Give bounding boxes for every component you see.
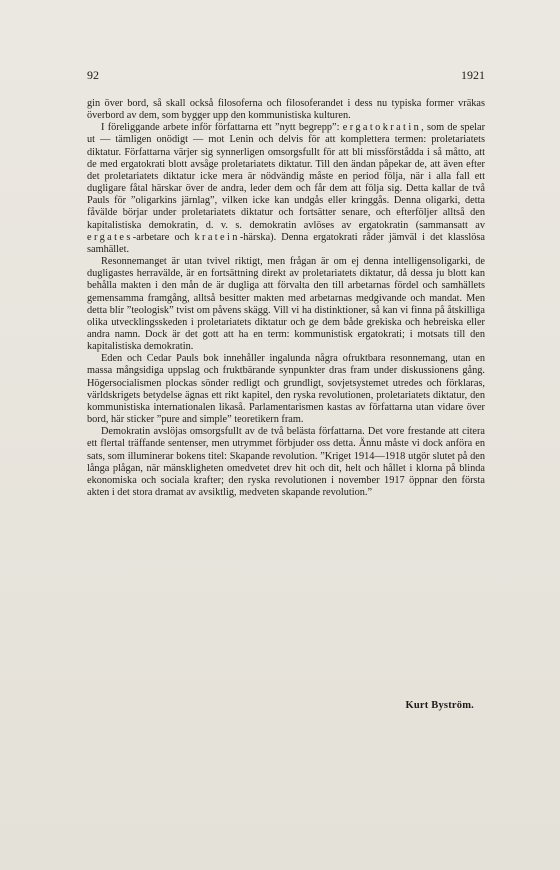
paragraph xyxy=(87,353,485,426)
text-run: gin över bord, så skall också filosoferna och filosoferandet i dess nu typiska former vräkas överbord av dem, som bygger upp den kommunistiska kulturen. xyxy=(87,98,485,122)
paragraph xyxy=(87,426,485,499)
spaced-term: ergates xyxy=(87,231,133,243)
page-number: 92 xyxy=(87,68,99,82)
paragraph xyxy=(87,122,485,256)
text-run: Resonnemanget är utan tvivel riktigt, men frågan är om ej denna intelligensoligarki, de dugligastes herravälde, är en fortsättning direkt av proletariatets diktatur, då dessa ju blott kan behålla makten i den mån de är dugliga att förvalta den till arbetarnas fördel och samhällets gemensamma framgång, alltså besitter makten med arbetarnas medgivande och mandat. Men detta blir ”teologisk” tvist om påvens skägg. Vill vi ha distinktioner, så kan vi finna på åtskilliga olika utvecklingsskeden i proletariatets diktatur och ge dem både grekiska och hebreiska eller andra namn. Dock är det gott att ha en term: kommunistisk ergatokrati; i motsats till den kapitalistiska demokratin. xyxy=(87,256,485,353)
spaced-term: ergatokratin xyxy=(342,122,422,134)
text-run: -arbetare och xyxy=(132,231,195,243)
page-header xyxy=(87,68,485,84)
text-run: Demokratin avslöjas omsorgsfullt av de två belästa författarna. Det vore frestande att citera ett flertal träffande sentenser, men utrymmet förbjuder oss detta. Ännu måste vi dock anföra en sats, som illuminerar bokens titel: Skapande revolution. ”Kriget 1914—1918 utgör slutet på den långa plågan, när mänskligheten omedvetet drev hit och dit, helt och hållet i klorna på blinda ekonomiska och sociala krafter; den ryska revolutionen i november 1917 öppnar den första akten i det stora dramat av avsiktlig, medveten skapande revolution.” xyxy=(87,426,485,498)
text-run: I föreliggande arbete inför författarna ett ”nytt begrepp”: xyxy=(101,122,343,134)
text-run: -härska). Denna ergatokrati råder jämväl i det klasslösa samhället. xyxy=(87,231,485,255)
author-signature: Kurt Byström. xyxy=(405,700,474,711)
text-run: Eden och Cedar Pauls bok innehåller ingalunda några ofruktbara resonnemang, utan en massa mångsidiga uppslag och fruktbärande synpunkter dras fram under diskussionens gång. Högersocialismen plockas sönder redligt och grundligt, sovjetsystemet utredes och förklaras, världskrigets betydelse ägnas ett rikt kapitel, den ryska revolutionen, proletariatets diktatur, den kommunistiska internationalen likaså. Parlamentarismen kastas av författarna utan vidare över bord, här sticker ”pure and simple” teoretikern fram. xyxy=(87,353,485,426)
text-run: , som de spelar ut — tämligen onödigt — mot Lenin och delvis för att komplettera termen: proletariatets diktatur. Författarna värjer sig synnerligen omsorgsfullt för att bli missförstådda i så måtto, att de med ergatokrati blott avsåge proletariatets diktatur. Till den ändan påpekar de, att även efter det proletariatets diktatur icke mera är nödvändig måste en period följa, när i alla fall ett dugligare fåtal härskar över de andra, leder dem och får dem att följa sig. Detta kallar de två Pauls för ”oligarkins järnlag”, vilken icke kan undgås eller kringgås. Denna oligarki, detta fåvälde börjar under proletariatets diktatur och fortsätter senare, och efterföljer alltså den kapitalistiska demokratin, d. v. s. demokratin avlöses av ergatokratin (sammansatt av xyxy=(87,122,485,231)
paragraph xyxy=(87,256,485,353)
review-text xyxy=(87,98,485,499)
paragraph xyxy=(87,98,485,122)
page-year: 1921 xyxy=(461,68,485,82)
spaced-term: kratein xyxy=(194,231,240,243)
